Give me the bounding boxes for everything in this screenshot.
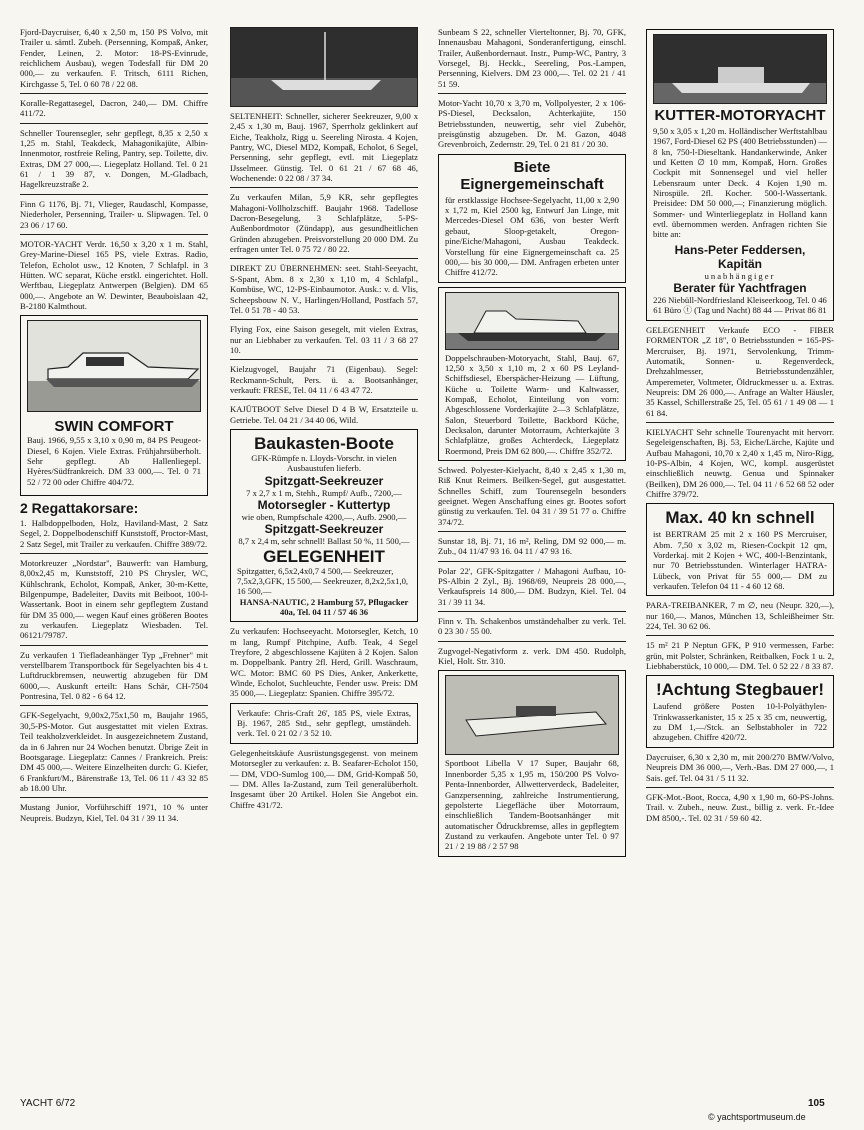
divider (20, 123, 208, 124)
ad-headline: !Achtung Stegbauer! (655, 680, 825, 700)
classified-ad: Flying Fox, eine Saison gesegelt, mit vielen Extras, nur an Liebhaber zu verkaufen. Tel. 03 11 / 3 68 27 10. (230, 324, 418, 355)
libella-ad (438, 670, 626, 856)
ad-subheadline: Motorsegler - Kuttertyp (257, 497, 391, 512)
ad-subheadline: Spitzgatt-Seekreuzer (264, 473, 384, 488)
ad-headline: KUTTER-MOTORYACHT (654, 107, 826, 124)
classified-ad: GFK-Segelyacht, 9,00x2,75x1,50 m, Baujahr 1965, 30,5-PS-Motor. Gut ausgestattet mit vielen Extras. Teil teakholzverkleidet. In ausgezeichnetem Zustand, da in 6 Jahren nur 24 Wochen benutzt. Übrige Zeit in Bootsgarage. Liegeplatz: Cannes / Frankreich. Preis: DM 45 000,—. Weitere Einzelheiten durch: G. Kiefer, 6 Frankfurt/M., Bärenstraße 13, Tel. 06 11 / 43 32 85 ab 18.00 Uhr. (20, 710, 208, 793)
divider (438, 561, 626, 562)
divider (20, 194, 208, 195)
divider (230, 399, 418, 400)
divider (438, 531, 626, 532)
sportboat-icon (446, 676, 619, 755)
classified-ad: Zu verkaufen 1 Tiefladeanhänger Typ „Frehner" mit verstellbarem Transportbock für Segelyachten bis 4 t. Luftdruckbremsen, neuwertig abzugeben für DM 6000,—. Auskunft erteilt: Hans Schär, CH-7504 Pontresina, Tel. 0 82 - 6 64 12. (20, 649, 208, 702)
ad-subheadline: Spitzgatt-Seekreuzer (264, 522, 384, 537)
classified-ad: Polar 22', GFK-Spitzgatter / Mahagoni Aufbau, 10-PS-Albin 2 Zyl., Bj. 1968/69, Neupreis 28 000,—, Verkaufspreis 14 800,— DM. Budzyn, Kiel. Tel. 04 31 / 39 11 34. (438, 565, 626, 607)
classified-ad: 1. Halbdoppelboden, Holz, Haviland-Mast, 2 Satz Segel, 2. Doppelbodenschiff Kunststoff, Proctor-Mast, 2 Satz Segel, mit Trailer zu verkaufen. Chiffre 389/72. (20, 517, 208, 549)
ad-headline: 2 Regattakorsare: (20, 499, 139, 516)
divider (230, 258, 418, 259)
classified-ad: Zu verkaufen: Hochseeyacht. Motorsegler, Ketch, 10 m lang, Rumpf Pitchpine, Aufb. Teak, 4 Segel Treyfore, 2 abgeschlossene Kajüten à 2 Kojen. Salon m. Doppelbank. Pantry 2fl. Herd, Grill. Waschraum, WC. Motor: BMC 60 PS Dies, Anker, Ankerkette, Winde, Echolot, Suchleuchte, Fender usw. Preis: DM 35 000,—. Liegeplatz: Spanien. Chiffre 395/72. (230, 626, 418, 699)
ad-subline: Spitzgatter, 6,5x2,4x0,7 4 500,— Seekreuzer, 7,5x2,3,GFK, 15 500,— Seekreuzer, 8,2x2,5x1,0, 16 500,— (237, 565, 409, 597)
motoryacht-icon (446, 293, 619, 350)
classified-ad: KIELYACHT Sehr schnelle Tourenyacht mit hervorr. Segeleigenschaften, Bj. 53, Eiche/Lärche, Kajüte und Aufbau Mahagoni, 10,70 x 2,40 x 1,45 m, Niro-Rigg, 10-PS-Albin, 4 Kojen, WC, kompl. ausgerüstet einschließlich neuwtg. Genua und Spinnaker (Beilken), DM 26 000,—. Tel. 04 11 / 6 52 68 52 oder Chiffre 379/72. (646, 426, 834, 499)
classified-ad: 15 m² 21 P Neptun GFK, P 910 vermessen, Farbe: grün, mit Polster, Schränken, Reitbalken, Fock 1 u. 2, Liebhaberstück, 10 000,— DM. Tel. 0 52 22 / 8 33 87. (646, 640, 834, 672)
classified-ad: Doppelschrauben-Motoryacht, Stahl, Bauj. 67, 12,50 x 3,50 x 1,10 m, 2 x 60 PS Leyland-Schiffsdiesel, Eberspächer-Heizung — Lüftung, Küche u. Toilette Warm- und Kaltwasser, Kompaß, Echolot, Einteilung von vorn: Abgeschlossene Vorderkajüte 2—3 Schlafplätze, Salon, Steuerbord Toilette, Backbord Küche, Decksalon, darunter Motorraum, Achterkajüte 3 Schlafplätze, großes Achterdeck, Liegeplatz Roermond, Preis DM 62 800,—. Chiffre 352/72. (445, 352, 619, 456)
divider (646, 635, 834, 636)
doppelschrauben-ad (438, 287, 626, 461)
classified-ad: Zu verkaufen Milan, 5,9 KR, sehr gepflegtes Mahagoni-Vollholzschiff. Baujahr 1968. Tadellose Dacron-Besegelung, 3 Schlafplätze, 5-PS-Außenbordmotor (Zündapp), aus gesundheitlichen Gründen abzugeben. Preisvorstellung 20 000 DM. Zu erfragen unter Tel. 0 75 72 / 80 22. (230, 192, 418, 255)
classified-ad: Bauj. 1966, 9,55 x 3,10 x 0,90 m, 84 PS Peugeot-Diesel, 6 Kojen. Viele Extras. Frühjahrsüberholt. Sehr gepflegt. Ab Hallenliegepl. Hyères/Südfrankreich. DM 33 000,—. Tel. 0 71 52 / 72 00 oder Chiffre 404/72. (27, 435, 201, 487)
kutter-photo (653, 34, 827, 104)
classified-ad: Schwed. Polyester-Kielyacht, 8,40 x 2,45 x 1,30 m, Riß Knut Reimers. Beilken-Segel, gut ausgestattet. Schnelles Schiff, zum Tourensegeln besonders geeignet. Wegen Anschaffung eines gr. Bootes sofort günstig zu verkaufen. Tel. 04 31 / 39 51 77 o. Chiffre 374/72. (438, 464, 626, 527)
ad-headline: Max. 40 kn schnell (665, 508, 815, 528)
kutter-icon (654, 35, 827, 104)
column-4 (646, 27, 834, 827)
classified-ad: DIREKT ZU ÜBERNEHMEN: seet. Stahl-Seeyacht, S-Spant, Abm. 8 x 2,30 x 1,10 m, 4 Schlafpl., Kombüse, WC, 12-PS-Einbaumotor. Ausk.: v. d. Vlis, Scheepsbouw N. V., Harlingen/Holland, Postfach 57, Tel. 0 51 78 - 40 53. (230, 263, 418, 315)
classified-ad: Laufend größere Posten 10-l-Polyäthylen-Trinkwasserkanister, 15 x 25 x 35 cm, neuwertig, zu DM 1,—/Stck. an Selbstabholer in 722 abzugeben. Chiffre 420/72. (653, 701, 827, 743)
classified-ad: Sunbeam S 22, schneller Vierteltonner, Bj. 70, GFK, Innenausbau Mahagoni, Sonderanfertigung, einschl. Trailer, Außenbordernaut. Instr., Pump-WC, Pantry, 3 Vorsegel, Bj. Heckk., Seereling, Pos.-Lampen, Persenning, Kielvers. DM 23 000,—. Tel. 02 21 / 41 51 59. (438, 27, 626, 89)
classified-ad: ist BERTRAM 25 mit 2 x 160 PS Mercruiser, Abm. 7,50 x 3,02 m, Riesen-Cockpit 12 qm, Vorderkaj. mit 2 Kojen + WC, 400-l-Benzintank, nur 70 Betriebsstunden. Winterlager HATRA-Lübeck, von Privat für 55 000,— DM zu verkaufen. Telefon 04 11 - 4 60 12 68. (653, 529, 827, 592)
ad-subline: 8,7 x 2,4 m, sehr schnell! Ballast 50 %, 11 500,— (238, 536, 410, 547)
column-1 (20, 27, 208, 827)
ad-headline: SWIN COMFORT (54, 418, 174, 436)
classified-ad: Motor-Yacht 10,70 x 3,70 m, Vollpolyester, 2 x 106-PS-Diesel, Decksalon, Achterkajüte, 150 Betriebsstunden, neuwertig, sehr viel Zubehör, preisgünstig abzugeben. Dr. M. Gazon, 4048 Grevenbroich, Zedernstr. 29, Tel. 0 21 81 / 20 30. (438, 98, 626, 150)
kutter-motoryacht-ad (646, 29, 834, 321)
sportboat-photo (445, 675, 619, 755)
sailboat-icon (231, 28, 418, 107)
divider (438, 641, 626, 642)
classified-ad: Koralle-Regattasegel, Dacron, 240,— DM. Chiffre 411/72. (20, 98, 208, 119)
ad-subheadline: Berater für Yachtfragen (673, 281, 807, 296)
ad-headline: Baukasten-Boote (254, 433, 394, 453)
sailboat-photo (230, 27, 418, 107)
bertram-ad (646, 503, 834, 596)
classified-ad: PARA-TREIBANKER, 7 m ∅, neu (Neupr. 320,—), nur 160,—. Manos, München 13, Schleißheimer Str. 224, Tel. 30 62 06. (646, 600, 834, 632)
swin-comfort-ad (20, 315, 208, 496)
classified-ad: Daycruiser, 6,30 x 2,30 m, mit 200/270 BMW/Volvo, Neupreis DM 36 000,—, Verh.-Bas. DM 27 000,—, 1 Sais. gef. Tel. 04 31 / 5 11 32. (646, 751, 834, 783)
motor-cruiser-photo (27, 320, 201, 412)
baukasten-boote-ad (230, 429, 418, 622)
classified-ad: Sunstar 18, Bj. 71, 16 m², Reling, DM 92 000,— m. Zub., 04 11/47 93 16. 04 11 / 47 93 16. (438, 536, 626, 557)
motoryacht-photo (445, 292, 619, 350)
page-number: 105 (808, 1098, 825, 1109)
classified-ad: Fjord-Daycruiser, 6,40 x 2,50 m, 150 PS Volvo, mit Trailer u. sämtl. Zubeh. (Persenning, Kompaß, Anker, Fender, Leinen, 2. Motor: 18-PS-Evinrude, reichlichem Ausbau), wegen Todesfall für DM 20 000,— zu verkaufen. F. Tritsch, 6111 Richen, Kirchgasse 5, Tel. 0 60 78 / 22 08. (20, 27, 208, 89)
ad-subline: unabhängiger (704, 270, 776, 281)
divider (20, 797, 208, 798)
classified-ad: Sportboot Libella V 17 Super, Baujahr 68, Innenborder 5,35 x 1,95 m, 150/200 PS Volvo-Penta-Innenborder, Allwetterverdeck, Badeleiter, Ganzpersenning, zahlreiche Instrumentierung, gepolsterte Liegefläche über Motorraum, einschließlich Tandem-Bootsanhänger mit automatischer Ödruckbremse, alles in gepflegtem Zustand zu verkaufen. Angebote unter Tel. 0 97 21 / 2 19 88 / 2 57 98 (445, 758, 619, 852)
ad-contact: 226 Niebüll-Nordfriesland Kleiseerkoog, Tel. 0 46 61 Büro ⓣ (Tag und Nacht) 88 44 — Privat 86 81 (653, 295, 827, 316)
divider (20, 705, 208, 706)
divider (20, 645, 208, 646)
classified-ad: Zugvogel-Negativform z. verk. DM 450. Rudolph, Kiel, Holt. Str. 310. (438, 645, 626, 667)
divider (230, 187, 418, 188)
classified-ad: Gelegenheitskäufe Ausrüstungsgegenst. von meinem Motorsegler zu verkaufen: z. B. Seafarer-Echolot 150,— DM, VDO-Sumlog 100,— DM, Grid-Kompaß 50,— DM. Alles Ia-Zustand, zum Teil generalüberholt. Insgesamt über 20 Artikel. Holen Sie Angebot ein. Chiffre 431/72. (230, 747, 418, 810)
classified-ad: für erstklassige Hochsee-Segelyacht, 11,00 x 2,90 x 1,72 m, Kiel 2500 kg, Entwurf Jan Linge, mit Mercedes-Diesel OM 636, von bester Werft gebaut, Sloop-getakelt, Oregon-pine/Eiche/Mahagoni, Ausbau Teakdeck. Vorstellung für eine Eignergemeinschaft ca. 25 000,— bis 30 000,— DM. Anfragen erbeten unter Chiffre 412/72. (445, 194, 619, 278)
ad-subline: wie oben, Rumpfschale 4200,—, Aufb. 2900,— (241, 511, 407, 522)
classified-ad: 9,50 x 3,05 x 1,20 m. Holländischer Werftstahlbau 1967, Ford-Diesel 62 PS (400 Betriebsstunden) — 8 kn, 750-l-Dieseltank. Handankerwinde, Anker und Ketten ∅ 10 mm, Kompaß, Horn. Großes Cockpit mit Sonnensegel und viel heller Lebensraum unter Deck. 4 Kojen 1,90 m. Nirospüle. 2fl. Kocher. 500-l-Wassertank. Preisidee: DM 50 000,—; Finanzierung möglich. Sommer- und Winterliegeplatz in Holland kann evtl. übernommen werden. Anfragen richten Sie bitte an: (653, 126, 828, 240)
divider (230, 359, 418, 360)
divider (646, 787, 834, 788)
divider (20, 93, 208, 94)
classified-ad: Motorkreuzer „Nordstar", Bauwerft: van Hamburg, 8,00x2,45 m, Kunststoff, 210 PS Chrysler, WC, Kühlschrank, Echolot, Kompaß, Anker, 30-m-Kette, Bilgenpumpe, Badeleiter, Davits mit Beiboot, 100-l-Wassertank. Boot in einem sehr gepflegtem Zustand für DM 35 000,— wegen Kauf eines größeren Bootes zu verkaufen. Liegeplatz Wiesbaden. Tel. 06121/79787. (20, 558, 208, 641)
ad-headline: Biete Eignergemeinschaft (460, 158, 604, 193)
classified-ad: MOTOR-YACHT Verdr. 16,50 x 3,20 x 1 m. Stahl, Grey-Marine-Diesel 165 PS, viele Extras. Radio, Telefon, Echolot usw., 12 Knoten, 7 Schlafpl. in 3 Hütten. WC separat, Küche erstkl. eingerichtet. Holl. Werftbau, Liegeplatz Antwerpen (Belgien). DM 65 000,—. Angebote an W. Dewinter, Beauboislaan 42, B-2180 Kalmthout. (20, 238, 208, 311)
divider (20, 553, 208, 554)
classified-ad: Kielzugvogel, Baujahr 71 (Eigenbau). Segel: Reckmann-Schult, Pers. ü. a. Bootsanhänger, verkauft: FRESE, Tel. 04 11 / 6 43 47 72. (230, 364, 418, 395)
motor-cruiser-icon (28, 321, 201, 412)
ad-subline: GFK-Rümpfe n. Lloyds-Vorschr. in vielen Ausbaustufen lieferb. (251, 452, 397, 474)
classified-ad: Schneller Tourensegler, sehr gepflegt, 8,35 x 2,50 x 1,25 m. Stahl, Teakdeck, Mahagonikajüte, Albin-Innenmotor, rostfreie Reling, Pantry, sep. Toilette, div. Extras, DM 27 000,—. Liegeplatz Holland. Tel. 0 21 61 / 1 39 87, v. Dongen, M.-Gladbach, Hagelkreuzstraße 2. (20, 127, 208, 190)
ad-contact: HANSA-NAUTIC, 2 Hamburg 57, Pflugacker 40a, Tel. 04 11 / 57 46 36 (239, 596, 409, 618)
issue-label: YACHT 6/72 (20, 1098, 76, 1109)
divider (20, 234, 208, 235)
classified-ad: Mustang Junior, Vorführschiff 1971, 10 % unter Neupreis. Budzyn, Kiel, Tel. 04 31 / 39 11 34. (20, 802, 208, 823)
classified-ad: Verkaufe: Chris-Craft 26', 185 PS, viele Extras, Bj. 1967, 285 Std., sehr gepflegt, umständeh. verk. Tel. 0 21 02 / 3 52 10. (237, 707, 411, 739)
stegbauer-ad (646, 675, 834, 747)
ad-contact-name: Hans-Peter Feddersen, Kapitän (674, 242, 806, 271)
column-2 (230, 27, 418, 814)
eignergemeinschaft-ad (438, 154, 626, 283)
divider (230, 319, 418, 320)
classified-ad: SELTENHEIT: Schneller, sicherer Seekreuzer, 9,00 x 2,45 x 1,30 m, Bauj. 1967, Sperrholz geklinkert auf Eiche, Teakholz, Rigg u. Seereling Nirosta. 4 Kojen, Pantry, WC, Diesel MD2, Kompaß, Echolot, 6 Segel, Persenning, sehr gepflegt, evtl. mit Liegeplatz IJsselmeer. Günstig. Tel. 0 61 21 / 67 68 46, Wochenende: 0 22 08 / 37 34. (230, 111, 418, 184)
classified-ad: GELEGENHEIT Verkaufe ECO - FIBER FORMENTOR „Z 18", 0 Betriebsstunden = 165-PS-Mercruiser, Bj. 1971, Servolenkung, Trimm-Automatik, Sonnen- u. Regenverdeck, Drehzahlmesser, Betriebsstundenzähler, Amperemeter, Voltmeter, Öldruckmesser u. a. Extras. Neupreis: DM 26 000,—. Anfrage an Walter Häusler, 35 Kassel, Schillerstraße 25, Tel. 05 61 / 1 49 08 — 1 61 84. (646, 324, 834, 418)
divider (438, 611, 626, 612)
watermark: © yachtsportmuseum.de (708, 1112, 806, 1122)
classified-ad: GFK-Mot.-Boot, Rocca, 4,90 x 1,90 m, 60-PS-Johns. Trail. v. Zubeh., neuw. Zust., billig z. verk. Fr.-Idee DM 8500,-. Tel. 02 31 / 59 60 42. (646, 791, 834, 823)
classified-ad: KAJÜTBOOT Selve Diesel D 4 B W, Ersatzteile u. Getriebe. Tel. 04 21 / 34 40 06, Wild. (230, 404, 418, 425)
classified-ad: Finn G 1176, Bj. 71, Vlieger, Raudaschl, Kompasse, Niederholer, Persenning, Trailer- u. Slipwagen. Tel. 0 23 06 / 17 60. (20, 198, 208, 230)
chris-craft-ad (230, 703, 418, 744)
classified-ad: Finn v. Th. Schakenbos umständehalber zu verk. Tel. 0 23 30 / 55 00. (438, 616, 626, 637)
ad-subline: 7 x 2,7 x 1 m, Stehh., Rumpf/ Aufb., 7200,— (246, 487, 402, 498)
ad-subheadline: GELEGENHEIT (263, 546, 385, 566)
divider (438, 93, 626, 94)
column-3 (438, 27, 626, 861)
divider (646, 422, 834, 423)
